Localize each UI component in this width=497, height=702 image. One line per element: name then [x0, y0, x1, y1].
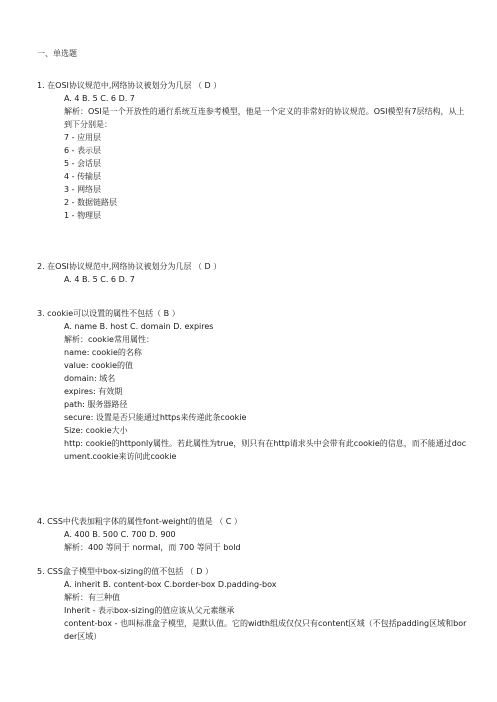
explanation-line: 解析：有三种值: [64, 593, 120, 602]
question-title: 1. 在OSI协议规范中,网络协议被划分为几层 （ D ）: [37, 81, 222, 90]
explanation-line: value: cookie的值: [64, 361, 134, 370]
question-options: A. 4 B. 5 C. 6 D. 7: [64, 275, 135, 284]
layer-item: 1 - 物理层: [64, 211, 102, 220]
question-options: A. 400 B. 500 C. 700 D. 900: [64, 530, 176, 539]
question-2: [37, 260, 467, 286]
explanation: 解析：OSI是一个开放性的通行系统互连参考模型，他是一个定义的非常好的协议规范。OSI模型有7层结构，从上到下分别是：: [64, 107, 465, 129]
question-title: 3. cookie可以设置的属性不包括（ B ）: [37, 309, 180, 318]
explanation-line: content-box - 也叫标准盒子模型，是默认值。它的width组成仅仅只有content区域（不包括padding区域和border区域）: [64, 619, 467, 641]
explanation-line: Inherit - 表示box-sizing的值应该从父元素继承: [64, 606, 235, 615]
question-4: [37, 515, 467, 554]
layer-item: 4 - 传输层: [64, 172, 102, 181]
explanation-line: domain: 域名: [64, 374, 116, 383]
explanation-line: secure: 设置是否只能通过https来传递此条cookie: [64, 413, 247, 422]
question-3: [37, 307, 467, 463]
question-options: A. 4 B. 5 C. 6 D. 7: [64, 94, 135, 103]
layer-item: 3 - 网络层: [64, 185, 102, 194]
section-title: 一、单选题: [37, 49, 77, 58]
question-title: 5. CSS盒子模型中box-sizing的值不包括 （ D ）: [37, 567, 214, 576]
explanation-line: expires: 有效期: [64, 387, 123, 396]
question-options: A. inherit B. content-box C.border-box D.padding-box: [64, 580, 277, 589]
layer-item: 7 - 应用层: [64, 133, 102, 142]
question-options: A. name B. host C. domain D. expires: [64, 322, 214, 331]
explanation-line: path: 服务器路径: [64, 400, 128, 409]
question-5: [37, 565, 467, 643]
question-title: 2. 在OSI协议规范中,网络协议被划分为几层 （ D ）: [37, 262, 222, 271]
explanation-line: http: cookie的httponly属性。若此属性为true，则只有在http请求头中会带有此cookie的信息，而不能通过document.cookie来访问此cookie: [64, 439, 467, 461]
layer-item: 5 - 会话层: [64, 159, 102, 168]
explanation-line: name: cookie的名称: [64, 348, 142, 357]
layer-item: 2 - 数据链路层: [64, 198, 118, 207]
explanation-line: Size: cookie大小: [64, 426, 128, 435]
question-1: [37, 79, 467, 222]
explanation-line: 解析：cookie常用属性：: [64, 335, 154, 344]
question-title: 4. CSS中代表加粗字体的属性font-weight的值是 （ C ）: [37, 517, 242, 526]
explanation: 解析：400 等同于 normal，而 700 等同于 bold: [64, 543, 241, 552]
layer-item: 6 - 表示层: [64, 146, 102, 155]
